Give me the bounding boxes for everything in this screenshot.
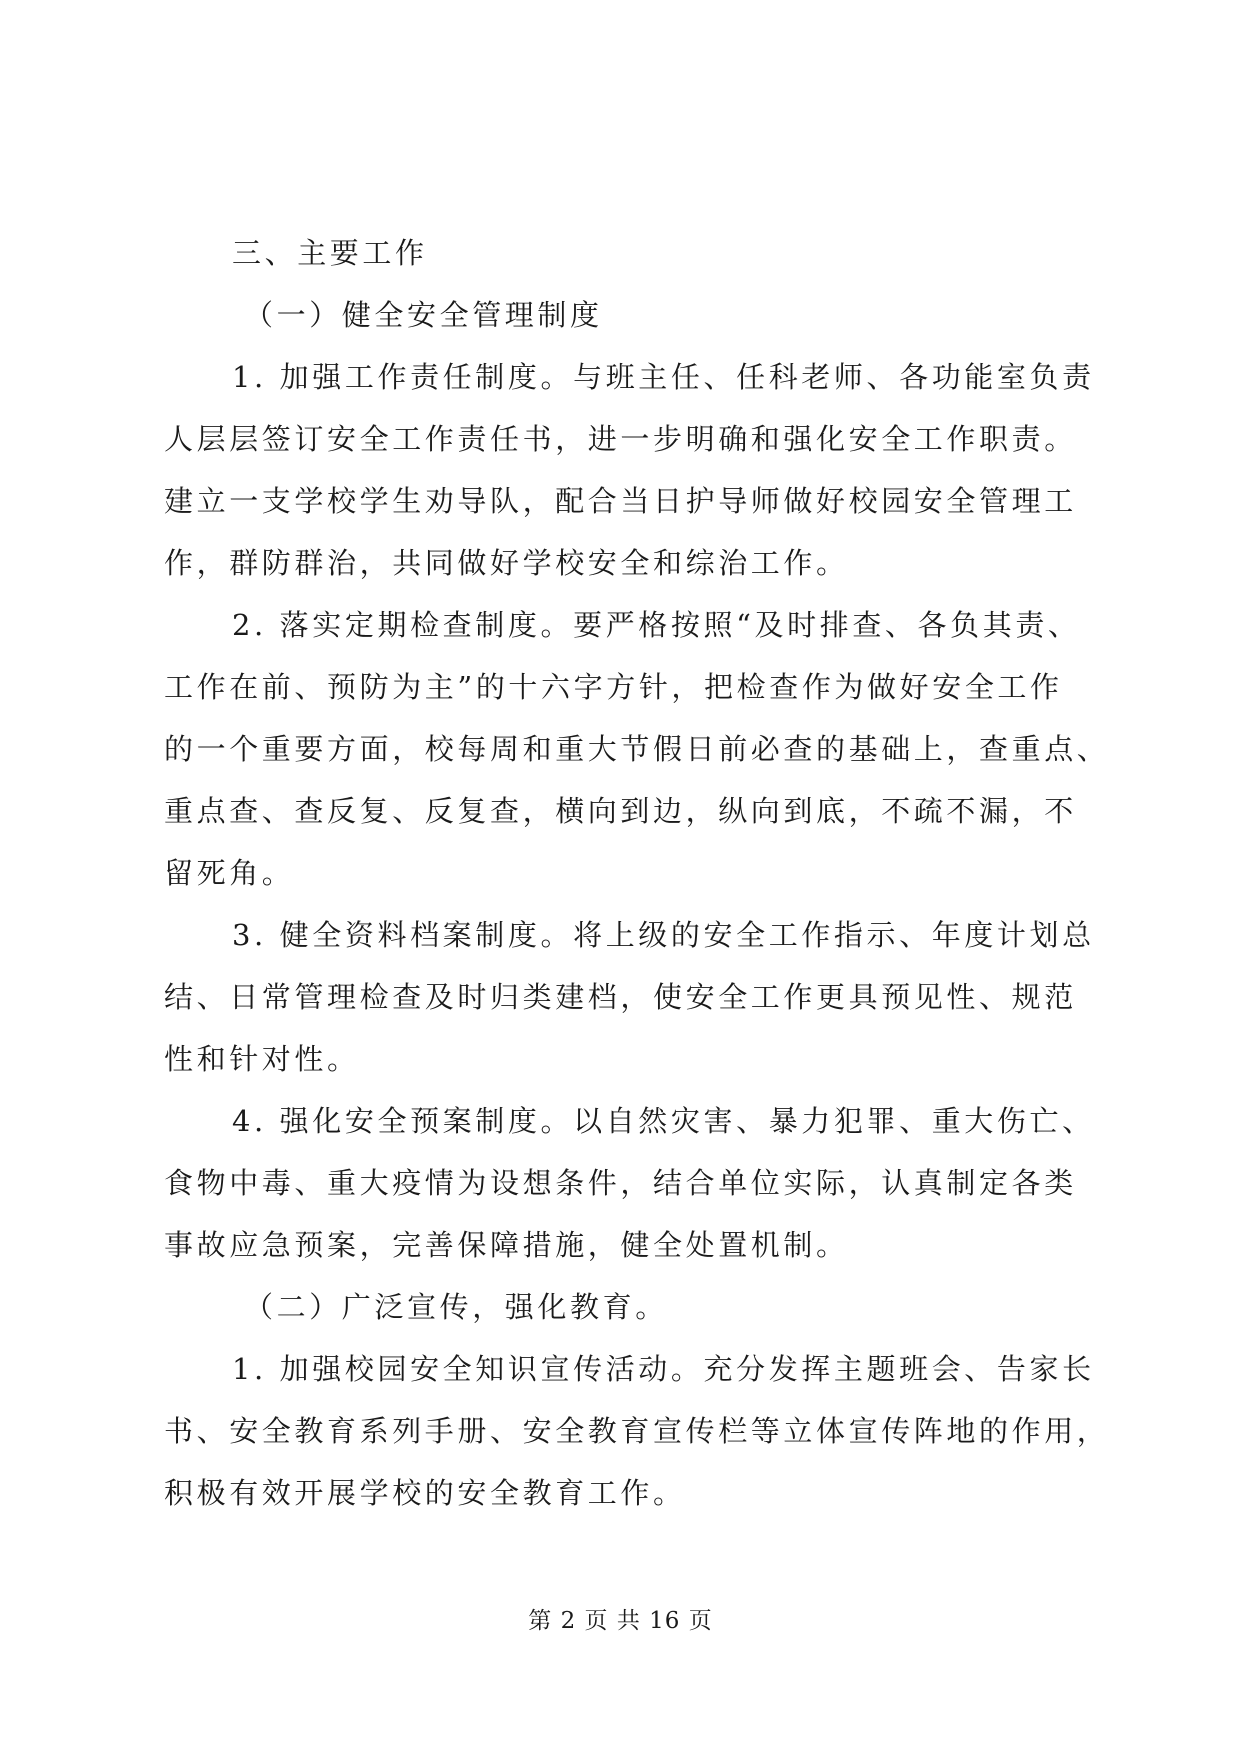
paragraph-line: 1. 加强工作责任制度。与班主任、任科老师、各功能室负责 [232, 360, 1095, 394]
paragraph-line: 结、日常管理检查及时归类建档，使安全工作更具预见性、规范 [164, 980, 1077, 1014]
paragraph-line: 2. 落实定期检查制度。要严格按照“及时排查、各负其责、 [232, 608, 1081, 642]
paragraph-line: 书、安全教育系列手册、安全教育宣传栏等立体宣传阵地的作用， [164, 1414, 1110, 1448]
paragraph-line: 人层层签订安全工作责任书，进一步明确和强化安全工作职责。 [164, 422, 1077, 456]
subsection-heading: （二）广泛宣传，强化教育。 [244, 1290, 668, 1324]
paragraph-line: 建立一支学校学生劝导队，配合当日护导师做好校园安全管理工 [164, 484, 1077, 518]
paragraph-line: 工作在前、预防为主”的十六字方针，把检查作为做好安全工作 [164, 670, 1063, 704]
paragraph-line: 食物中毒、重大疫情为设想条件，结合单位实际，认真制定各类 [164, 1166, 1077, 1200]
paragraph-line: 作，群防群治，共同做好学校安全和综治工作。 [164, 546, 849, 580]
paragraph-line: 留死角。 [164, 856, 295, 890]
document-body [164, 222, 1110, 1524]
paragraph-line: 1. 加强校园安全知识宣传活动。充分发挥主题班会、告家长 [232, 1352, 1095, 1386]
subsection-heading: （一）健全安全管理制度 [244, 298, 603, 332]
paragraph-line: 重点查、查反复、反复查，横向到边，纵向到底，不疏不漏，不 [164, 794, 1077, 828]
page-number-footer: 第 2 页 共 16 页 [528, 1608, 713, 1634]
paragraph-line: 积极有效开展学校的安全教育工作。 [164, 1476, 686, 1510]
paragraph-line: 3. 健全资料档案制度。将上级的安全工作指示、年度计划总 [232, 918, 1095, 952]
paragraph-line: 性和针对性。 [164, 1042, 360, 1076]
section-heading: 三、主要工作 [232, 236, 428, 270]
paragraph-line: 的一个重要方面，校每周和重大节假日前必查的基础上，查重点、 [164, 732, 1110, 766]
paragraph-line: 4. 强化安全预案制度。以自然灾害、暴力犯罪、重大伤亡、 [232, 1104, 1095, 1138]
paragraph-line: 事故应急预案，完善保障措施，健全处置机制。 [164, 1228, 849, 1262]
